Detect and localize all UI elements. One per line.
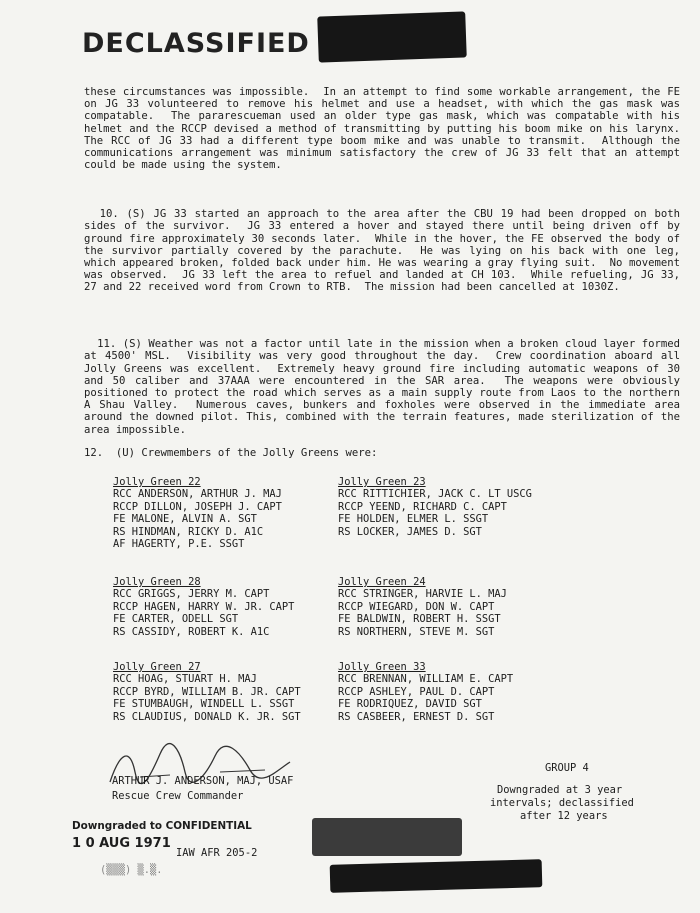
paragraph-11-classification: (S) xyxy=(122,338,142,351)
crew-title: Jolly Green 27 xyxy=(113,661,201,673)
crew-block-jg22 xyxy=(113,476,282,550)
crew-member: RCC STRINGER, HARVIE L. MAJ xyxy=(338,588,507,601)
downgrade-line: Downgraded to CONFIDENTIAL xyxy=(72,820,252,832)
crew-title: Jolly Green 22 xyxy=(113,476,201,488)
crew-title: Jolly Green 28 xyxy=(113,576,201,588)
group-label: GROUP 4 xyxy=(545,762,589,774)
signature-name: ARTHUR J. ANDERSON, MAJ, USAF xyxy=(112,775,294,787)
crew-member: FE CARTER, ODELL SGT xyxy=(113,613,239,626)
paragraph-12: 12. (U) Crewmembers of the Jolly Greens were: xyxy=(84,447,378,459)
crew-member: FE RODRIQUEZ, DAVID SGT xyxy=(338,698,482,711)
crew-title: Jolly Green 24 xyxy=(338,576,426,588)
crew-member: RS CLAUDIUS, DONALD K. JR. SGT xyxy=(113,710,301,723)
crew-member: RCCP HAGEN, HARRY W. JR. CAPT xyxy=(113,600,295,613)
crew-title: Jolly Green 33 xyxy=(338,661,426,673)
faint-mark: (▒▒▒) ▒.▒. xyxy=(100,864,163,876)
crew-member: RS CASBEER, ERNEST D. SGT xyxy=(338,710,495,723)
crew-block-jg24 xyxy=(338,576,507,638)
crew-block-jg23 xyxy=(338,476,532,538)
paragraph-9-continued: these circumstances was impossible. In an attempt to find some workable arrangement, the FE on JG 33 volunteered to remove his helmet and use a headset, with which the gas mask was compatable. The pararescueman used an older type gas mask, which was compatable with his helmet and the RCCP devised a method of transmitting by putting his boom mike on his larynx. The RCC of JG 33 had a different type boom mike and was unable to transmit. Although the communications arrangement was minimum satisfactory the crew of JG 33 felt that an attempt could be made using the system. xyxy=(84,86,693,172)
signature-title: Rescue Crew Commander xyxy=(112,790,244,802)
crew-block-jg33 xyxy=(338,661,513,723)
group-line-3: after 12 years xyxy=(520,810,608,822)
crew-block-jg27 xyxy=(113,661,301,723)
paragraph-10 xyxy=(84,196,687,294)
crew-member: RCC GRIGGS, JERRY M. CAPT xyxy=(113,588,270,601)
downgrade-date: 1 0 AUG 1971 xyxy=(72,836,171,851)
crew-member: FE BALDWIN, ROBERT H. SSGT xyxy=(338,613,501,626)
crew-member: FE HOLDEN, ELMER L. SSGT xyxy=(338,513,489,526)
redaction-bottom-2 xyxy=(330,859,543,893)
paragraph-11-text: Weather was not a factor until late in the mission when a broken cloud layer formed at 4500' MSL. Visibility was very good throughout the day. Crew coordination aboard all Jolly Greens was excellent. Extremely heavy ground fire including automatic weapons of 30 and 50 caliber and 37AAA were encountered in the SAR area. The weapons were obviously positioned to protect the road which serves as a main supply route from Laos to the northern A Shau Valley. Numerous caves, bunkers and foxholes were observed in the immediate area around the downed pilot. This, combined with the terrain features, made sterilization of the area impossible. xyxy=(84,338,687,436)
crew-member: RCCP YEEND, RICHARD C. CAPT xyxy=(338,500,507,513)
crew-title: Jolly Green 23 xyxy=(338,476,426,488)
crew-block-jg28 xyxy=(113,576,294,638)
crew-member: RCC ANDERSON, ARTHUR J. MAJ xyxy=(113,488,282,501)
crew-member: AF HAGERTY, P.E. SSGT xyxy=(113,538,245,551)
paragraph-11 xyxy=(84,326,687,436)
paragraph-10-classification: (S) xyxy=(126,208,146,221)
crew-member: RS LOCKER, JAMES D. SGT xyxy=(338,525,482,538)
redaction-bottom-1 xyxy=(312,818,462,856)
group-line-2: intervals; declassified xyxy=(490,797,634,809)
crew-member: RS CASSIDY, ROBERT K. A1C xyxy=(113,625,270,638)
paragraph-11-number: 11. xyxy=(97,338,117,351)
crew-member: RCC RITTICHIER, JACK C. LT USCG xyxy=(338,488,532,501)
paragraph-10-text: JG 33 started an approach to the area after the CBU 19 had been dropped on both sides of the survivor. JG 33 entered a hover and stayed there until being driven off by ground fire approximately 30 seconds later. While in the hover, the FE observed the body of the survivor partially covered by the parachute. He was lying on his back with one leg, which appeared broken, folded back under him. He was wearing a gray flying suit. No movement was observed. JG 33 left the area to refuel and landed at CH 103. While refueling, JG 33, 27 and 22 received word from Crown to RTB. The mission had been cancelled at 1030Z. xyxy=(84,208,687,294)
crew-member: RCCP WIEGARD, DON W. CAPT xyxy=(338,600,495,613)
redaction-top xyxy=(317,11,467,62)
crew-member: RCCP DILLON, JOSEPH J. CAPT xyxy=(113,500,282,513)
declassified-stamp: DECLASSIFIED xyxy=(82,28,310,59)
crew-member: RS HINDMAN, RICKY D. A1C xyxy=(113,525,264,538)
crew-member: RCCP ASHLEY, PAUL D. CAPT xyxy=(338,685,495,698)
crew-member: FE STUMBAUGH, WINDELL L. SSGT xyxy=(113,698,295,711)
group-line-1: Downgraded at 3 year xyxy=(497,784,623,796)
crew-member: RS NORTHERN, STEVE M. SGT xyxy=(338,625,495,638)
crew-member: RCC HOAG, STUART H. MAJ xyxy=(113,673,257,686)
crew-member: RCC BRENNAN, WILLIAM E. CAPT xyxy=(338,673,514,686)
crew-member: FE MALONE, ALVIN A. SGT xyxy=(113,513,257,526)
downgrade-regulation: IAW AFR 205-2 xyxy=(176,847,258,859)
paragraph-10-number: 10. xyxy=(99,208,119,221)
crew-member: RCCP BYRD, WILLIAM B. JR. CAPT xyxy=(113,685,301,698)
